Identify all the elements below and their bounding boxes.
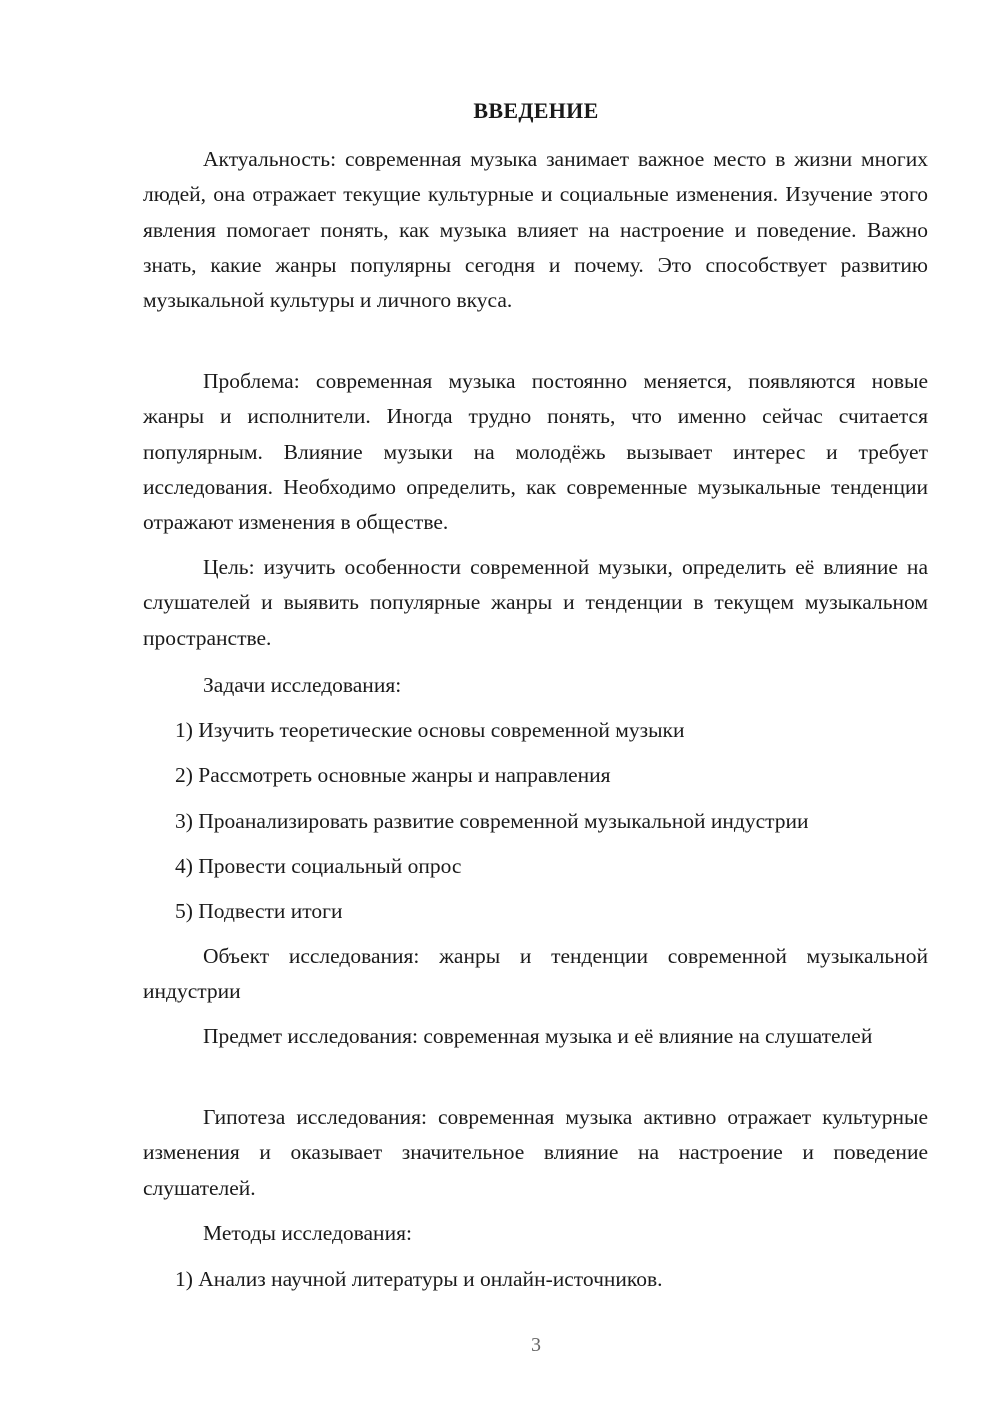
methods-heading: Методы исследования: [203,1221,412,1245]
task-item-5: 5) Подвести итоги [175,899,343,923]
hypothesis-paragraph: Гипотеза исследования: современная музыка активно отражает культурные изменения и оказывает значительное влияние на настроение и поведение слушателей. [143,1105,928,1200]
relevance-paragraph: Актуальность: современная музыка занимает важное место в жизни многих людей, она отражает текущие культурные и социальные изменения. Изучение этого явления помогает понять, как музыка влияет на настроение и поведение. Важно знать, какие жанры популярны сегодня и почему. Это способствует развитию музыкальной культуры и личного вкуса. [143,147,928,313]
task-item-4: 4) Провести социальный опрос [175,854,462,878]
page-title: ВВЕДЕНИЕ [473,98,599,123]
page-number: 3 [531,1334,541,1356]
task-item-3: 3) Проанализировать развитие современной музыкальной индустрии [175,809,809,833]
subject-paragraph: Предмет исследования: современная музыка и её влияние на слушателей [203,1024,873,1048]
task-item-1: 1) Изучить теоретические основы современной музыки [175,718,685,742]
tasks-heading: Задачи исследования: [203,673,402,697]
goal-paragraph: Цель: изучить особенности современной музыки, определить её влияние на слушателей и выявить популярные жанры и тенденции в текущем музыкальном пространстве. [143,555,928,650]
object-paragraph: Объект исследования: жанры и тенденции современной музыкальной индустрии [143,944,928,1004]
task-item-2: 2) Рассмотреть основные жанры и направления [175,763,611,787]
method-item-1: 1) Анализ научной литературы и онлайн-источников. [175,1267,663,1291]
problem-paragraph: Проблема: современная музыка постоянно меняется, появляются новые жанры и исполнители. Иногда трудно понять, что именно сейчас считается популярным. Влияние музыки на молодёжь вызывает интерес и требует исследования. Необходимо определить, как современные музыкальные тенденции отражают изменения в обществе. [143,369,928,535]
